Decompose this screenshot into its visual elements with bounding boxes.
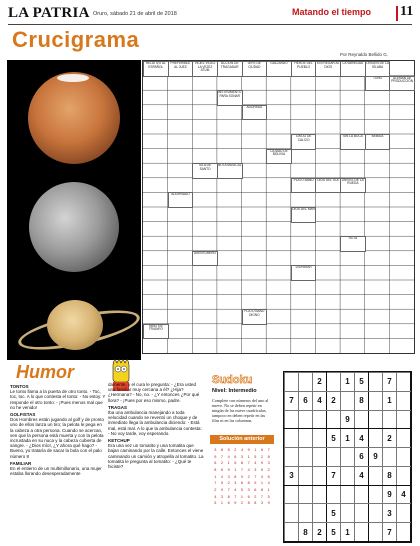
sudoku-cell: 2 xyxy=(383,429,397,448)
joke-heading: GOLFISTAS xyxy=(10,412,36,418)
sudoku-cell xyxy=(313,485,327,504)
solution-cell: 4 xyxy=(214,494,217,499)
joke-heading: TONTOS xyxy=(10,384,29,389)
sudoku-cell xyxy=(299,448,313,467)
sudoku-cell xyxy=(299,373,313,392)
solution-cell: 3 xyxy=(267,461,270,466)
solution-cell: 6 xyxy=(247,494,250,499)
solution-cell: 2 xyxy=(267,467,270,472)
solution-cell: 9 xyxy=(254,481,257,486)
joke-text: Era una vez un tomatito y una tomatita que bajan caminando por la calle. Entonces el viene caminando un camión y atropella al tomatito. La tomatita le pregunta al tomatito: - ¿Qué te hiciste? xyxy=(108,443,204,470)
sudoku-cell: 7 xyxy=(285,391,299,410)
sudoku-cell xyxy=(341,391,355,410)
sudoku-cell xyxy=(369,466,383,485)
sudoku-cell xyxy=(355,485,369,504)
solution-cell: 4 xyxy=(267,481,270,486)
sudoku-cell xyxy=(285,448,299,467)
solution-cell: 2 xyxy=(220,461,224,466)
humor-title: Humor xyxy=(16,362,74,382)
sudoku-cell xyxy=(397,410,411,429)
sudoku-cell xyxy=(355,410,369,429)
solution-cell: 4 xyxy=(227,454,230,459)
sudoku-cell: 5 xyxy=(327,504,341,523)
humor-column-2 xyxy=(108,382,204,469)
sudoku-cell: 8 xyxy=(383,466,397,485)
solution-cell: 7 xyxy=(240,467,244,472)
sudoku-cell xyxy=(369,429,383,448)
solution-cell: 1 xyxy=(220,501,224,506)
solution-cell: 8 xyxy=(254,501,257,506)
mars-ice-cap xyxy=(57,74,89,82)
crossword-title: Crucigrama xyxy=(12,27,140,52)
sudoku-cell: 4 xyxy=(355,429,369,448)
solution-cell: 4 xyxy=(234,487,237,492)
solution-cell: 2 xyxy=(214,487,217,492)
moon-image xyxy=(29,182,119,272)
sudoku-cell xyxy=(285,373,299,392)
sudoku-cell xyxy=(341,504,355,523)
solution-cell: 6 xyxy=(260,448,264,452)
sudoku-cell xyxy=(397,448,411,467)
solution-cell: 7 xyxy=(247,461,250,466)
sudoku-level: Nivel: Intermedio xyxy=(212,388,257,394)
solution-cell: 5 xyxy=(240,487,244,492)
crossword-clue: SIN LA BOCA xyxy=(340,134,366,150)
solution-cell: 4 xyxy=(247,467,250,472)
crossword-clue: HÉROE DEL PUEBLO xyxy=(291,61,317,77)
solution-cell: 8 xyxy=(234,474,237,479)
solution-cell: 7 xyxy=(214,481,217,486)
sudoku-cell xyxy=(369,373,383,392)
solution-cell: 1 xyxy=(214,474,217,479)
solution-cell: 5 xyxy=(234,461,237,466)
solution-cell: 7 xyxy=(254,474,257,479)
solution-cell: 1 xyxy=(240,494,244,499)
sudoku-cell xyxy=(299,466,313,485)
sudoku-cell xyxy=(355,504,369,523)
sudoku-cell: 8 xyxy=(299,523,313,542)
solution-cell: 8 xyxy=(260,487,264,492)
sudoku-cell: 9 xyxy=(383,485,397,504)
sudoku-cell: 7 xyxy=(327,466,341,485)
crossword-clue: ENTREGAR AL DIOS xyxy=(315,61,341,77)
sudoku-cell: 1 xyxy=(341,373,355,392)
solution-cell: 8 xyxy=(247,501,250,506)
solution-cell: 8 xyxy=(240,461,244,466)
humor-column-1 xyxy=(10,382,106,476)
crossword-clue: DISPARAR xyxy=(291,265,317,281)
solution-cell: 6 xyxy=(220,467,224,472)
sudoku-cell xyxy=(285,485,299,504)
crossword-byline: Por Reynaldo Bellido G. xyxy=(340,52,389,57)
sudoku-cell xyxy=(383,448,397,467)
solution-cell: 6 xyxy=(267,474,270,479)
solution-cell: 3 xyxy=(227,474,230,479)
solution-cell: 4 xyxy=(220,474,224,479)
solution-cell: 5 xyxy=(220,481,224,486)
solution-cell: 5 xyxy=(260,467,264,472)
sudoku-cell xyxy=(285,410,299,429)
crossword-clue: NOTA MUSICAL xyxy=(217,163,243,179)
solution-cell: 7 xyxy=(260,494,264,499)
crossword-clue: DIOS DEL MAR xyxy=(291,207,317,223)
sudoku-cell xyxy=(285,429,299,448)
sudoku-cell: 2 xyxy=(313,373,327,392)
sudoku-cell xyxy=(397,466,411,485)
crossword-clue: LA VARIEDAD xyxy=(340,61,366,77)
solution-cell: 3 xyxy=(214,448,217,452)
sudoku-cell xyxy=(299,429,313,448)
solution-cell: 8 xyxy=(220,448,224,452)
sudoku-cell xyxy=(313,504,327,523)
joke-text: En el entierro de un multimillonario, una mujer estaba llorando desesperadamente xyxy=(10,466,102,477)
sudoku-cell: 1 xyxy=(341,523,355,542)
solution-cell: 1 xyxy=(227,461,230,466)
solution-cell: 8 xyxy=(214,467,217,472)
solution-cell: 9 xyxy=(234,501,237,506)
sudoku-cell xyxy=(369,410,383,429)
crossword-clue: AVENTURERO xyxy=(192,251,218,267)
sudoku-cell xyxy=(397,504,411,523)
solution-cell: 8 xyxy=(247,481,250,486)
solution-cell: 6 xyxy=(234,454,237,459)
sudoku-cell xyxy=(299,410,313,429)
sudoku-cell xyxy=(369,504,383,523)
sudoku-cell xyxy=(397,429,411,448)
joke-text: Le tonto llama a la puerta de otro tonto. - Toc, toc, toc. A lo que contesta el tonto: - No estoy. Y responde el otro tonto: - ¡Pues menos mal que no he venido! xyxy=(10,389,106,410)
sudoku-cell: 7 xyxy=(383,373,397,392)
solution-cell: 3 xyxy=(254,467,257,472)
solution-cell: 2 xyxy=(254,494,257,499)
crossword-clue: ISLA DE SANTO xyxy=(192,163,218,179)
joke-heading: TRAGAS xyxy=(108,404,127,410)
solution-cell: 3 xyxy=(220,494,224,499)
joke-text: Dos Hombres están jugando al golf y de pronto uno de ellos lanza un tiro; la pelota le pega en la cabeza a otra persona. Cuando se acercan, ven que la persona está muerta y con la pelota incrustada en su nuca y la cabeza cubierta de sangre. - ¿Dios mío!, ¿Y ahora qué hago? - Bueno, yo trataría de sacar la bola con el palo número 8 xyxy=(10,417,105,459)
sudoku-cell: 1 xyxy=(383,391,397,410)
sudoku-cell xyxy=(355,523,369,542)
solution-cell: 5 xyxy=(267,494,270,499)
sudoku-cell: 3 xyxy=(285,466,299,485)
solution-cell: 9 xyxy=(240,474,244,479)
solution-cell: 4 xyxy=(254,461,257,466)
solution-cell: 2 xyxy=(260,454,264,459)
sudoku-cell: 8 xyxy=(355,391,369,410)
crossword-clue: NIÑO EN TRIUNFO xyxy=(143,324,169,340)
solution-cell: 3 xyxy=(260,501,264,506)
sudoku-cell xyxy=(369,485,383,504)
issue-date: Oruro, sábado 21 de abril de 2018 xyxy=(93,11,177,17)
crossword-clue: ADORNADO xyxy=(168,192,194,208)
solution-cell: 1 xyxy=(254,448,257,452)
solution-cell: 3 xyxy=(234,481,237,486)
joke-text: Iba una ambulancia manejando a toda velocidad cuando se reventó un choque y de inmediato llega la ambulancia diciendo: - Está mal, está mal. A lo que la ambulancia contesta: - No voy tarde, voy esperando. xyxy=(108,410,202,436)
solution-cell: 6 xyxy=(227,501,230,506)
sudoku-cell xyxy=(299,485,313,504)
sudoku-cell: 6 xyxy=(355,448,369,467)
sudoku-cell: 5 xyxy=(327,523,341,542)
sudoku-cell xyxy=(299,504,313,523)
solution-cell: 5 xyxy=(214,501,217,506)
sudoku-cell xyxy=(341,485,355,504)
previous-solution-grid xyxy=(212,447,272,507)
joke-heading: KETCHUP xyxy=(108,438,130,444)
crossword-clue: PLATO BAÑO xyxy=(291,178,317,194)
sudoku-cell xyxy=(285,504,299,523)
page-divider xyxy=(396,6,398,21)
crossword-clue: RELATIVO AL ESPAÑOL xyxy=(143,61,169,77)
sudoku-cell xyxy=(285,523,299,542)
sudoku-cell xyxy=(383,410,397,429)
solution-cell: 7 xyxy=(267,448,270,452)
crossword-clue: BEBIDA xyxy=(365,134,391,150)
sudoku-cell: 2 xyxy=(313,523,327,542)
sudoku-cell: 9 xyxy=(369,448,383,467)
sudoku-title: Sudoku xyxy=(212,374,253,386)
sudoku-cell: 4 xyxy=(355,466,369,485)
sudoku-cell: 4 xyxy=(397,485,411,504)
solution-cell: 3 xyxy=(240,454,244,459)
crossword-clue: JEFE DE CIUDAD xyxy=(242,61,268,77)
solution-cell: 1 xyxy=(260,481,264,486)
sudoku-cell xyxy=(327,373,341,392)
sudoku-cell xyxy=(327,448,341,467)
solution-cell: 5 xyxy=(254,454,257,459)
solution-cell: 1 xyxy=(247,454,250,459)
sudoku-cell xyxy=(313,410,327,429)
sudoku-cell: 4 xyxy=(313,391,327,410)
solution-cell: 8 xyxy=(267,454,270,459)
crossword-grid xyxy=(142,60,415,354)
sudoku-cell xyxy=(397,391,411,410)
solution-label: Solución anterior xyxy=(210,435,274,444)
sudoku-cell xyxy=(341,448,355,467)
crossword-clue: ACCIÓN DE TRAGADAR xyxy=(217,61,243,77)
solution-cell: 1 xyxy=(234,467,237,472)
mars-image xyxy=(28,72,120,164)
crossword-clue: TONO xyxy=(365,76,391,92)
sudoku-cell xyxy=(313,466,327,485)
solution-cell: 6 xyxy=(214,461,217,466)
crossword-clue: VEJEZ VEJEZ LA VEJEZ ATUM xyxy=(192,61,218,77)
sudoku-cell: 9 xyxy=(341,410,355,429)
crossword-clue: GALLARDO xyxy=(266,61,292,77)
page-number: 11 xyxy=(400,4,414,19)
solution-cell: 9 xyxy=(247,448,250,452)
crossword-clue: PREFERIBLE AL JUEZ xyxy=(168,61,194,77)
crossword-clue: ALEMÁN DE PRODUCCIÓN xyxy=(389,76,415,92)
solution-cell: 7 xyxy=(227,487,230,492)
sudoku-cell: 3 xyxy=(383,504,397,523)
sudoku-cell xyxy=(341,466,355,485)
sudoku-cell xyxy=(369,391,383,410)
sudoku-cell: 1 xyxy=(341,429,355,448)
solution-cell: 3 xyxy=(247,487,250,492)
solution-cell: 9 xyxy=(214,454,217,459)
crossword-clue: ORIGEN DE LA SÍLABA xyxy=(365,61,391,77)
crossword-clue: PLATO BAÑO DIGNO xyxy=(242,309,268,325)
sudoku-cell: 7 xyxy=(383,523,397,542)
solution-cell: 2 xyxy=(234,448,237,452)
sudoku-cell xyxy=(369,523,383,542)
newspaper-logo: LA PATRIA xyxy=(8,5,90,21)
sudoku-cell xyxy=(397,523,411,542)
crossword-clue: DIOS DEL SOL xyxy=(315,178,341,194)
solution-cell: 2 xyxy=(247,474,250,479)
solution-cell: 2 xyxy=(240,501,244,506)
solution-cell: 6 xyxy=(254,487,257,492)
sudoku-cell: 6 xyxy=(299,391,313,410)
joke-heading: FAMILIAR xyxy=(10,460,32,466)
crossword-clue: ADORADA xyxy=(242,105,268,121)
solution-cell: 4 xyxy=(260,474,264,479)
sudoku-instructions: Complete con números del uno al nueve. No se deben repetir en ningún de las nueve cuadrículas, tampoco en deben repetir en las filas ni en las columnas. xyxy=(212,398,269,423)
solution-cell: 5 xyxy=(227,448,230,452)
joke-text: damente, y el cura le pregunta: - ¿Era usted una familiar muy cercana a él? ¿Hija? ¿Hermana? - No, no. - ¿Y entonces ¿Por qué llora? - ¡Pues por eso mismo, padre. xyxy=(108,382,200,403)
sudoku-cell: 2 xyxy=(327,391,341,410)
crossword-clue: ROTA xyxy=(340,236,366,252)
solution-cell: 2 xyxy=(227,481,230,486)
masthead xyxy=(8,4,412,25)
solution-cell: 1 xyxy=(267,487,270,492)
solution-cell: 4 xyxy=(240,448,244,452)
solution-cell: 9 xyxy=(267,501,270,506)
solution-cell: 9 xyxy=(220,487,224,492)
crossword-clue: INSTRUMENTO PARA SONAR xyxy=(217,90,243,106)
sudoku-cell: 5 xyxy=(355,373,369,392)
crossword-clue: CIUDAD DE BOLIVIA xyxy=(266,149,292,165)
saturn-image xyxy=(47,300,103,350)
sudoku-cell: 5 xyxy=(327,429,341,448)
crossword-clue: DIENTE DE LA RUEDA xyxy=(340,178,366,194)
solution-cell: 9 xyxy=(227,467,230,472)
solution-cell: 9 xyxy=(260,461,264,466)
solution-cell: 7 xyxy=(220,454,224,459)
sudoku-cell xyxy=(327,485,341,504)
solution-cell: 7 xyxy=(234,494,237,499)
section-title: Matando el tiempo xyxy=(292,7,372,17)
sudoku-cell xyxy=(313,429,327,448)
planet-photos xyxy=(7,60,141,360)
sudoku-cell xyxy=(313,448,327,467)
solution-cell: 6 xyxy=(240,481,244,486)
sudoku-cell xyxy=(397,373,411,392)
solution-cell: 8 xyxy=(227,494,230,499)
sudoku-grid xyxy=(283,371,412,543)
sudoku-cell xyxy=(327,410,341,429)
crossword-clue: ÓXIDO DE CALCIO xyxy=(291,134,317,150)
